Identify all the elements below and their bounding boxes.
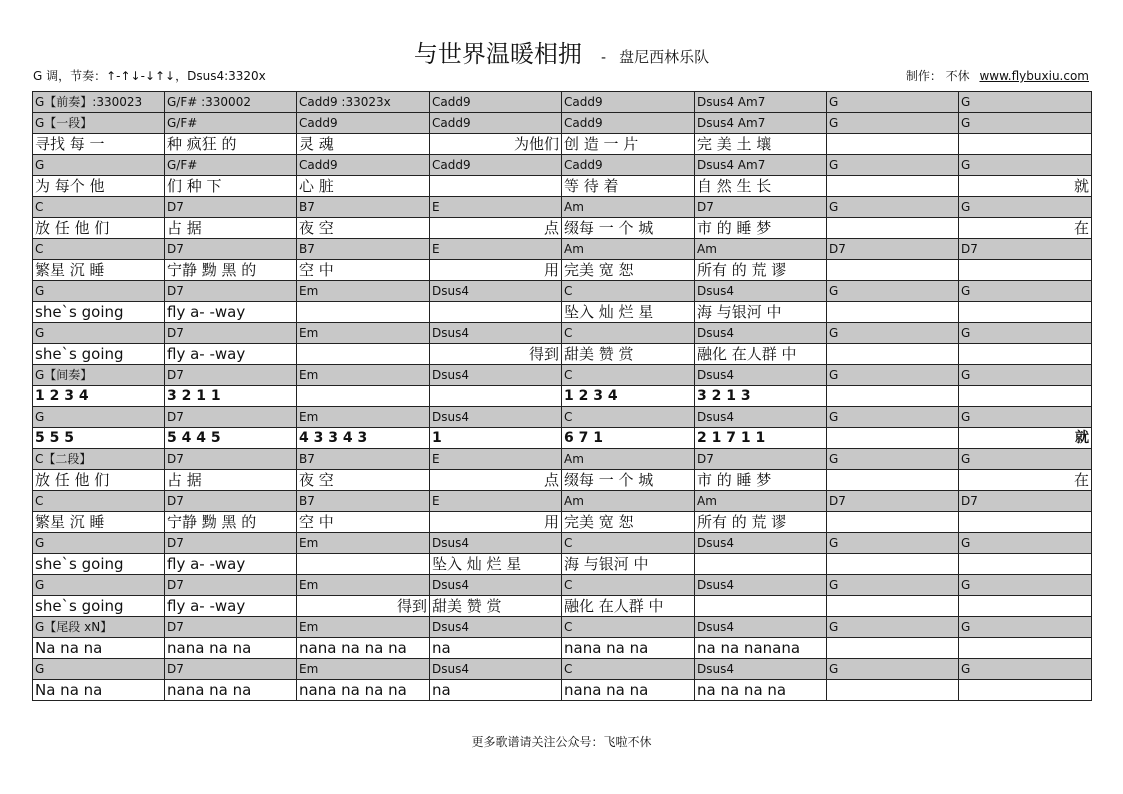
chord-cell: Dsus4 [430,659,562,680]
lyric-cell: 完美 宽 恕 [562,512,695,533]
lyric-cell: na [430,680,562,701]
chord-row [33,155,1092,176]
chord-cell: G [959,155,1092,176]
chord-sheet-table [32,91,1092,701]
lyric-cell: 宁静 黝 黑 的 [165,260,297,281]
lyric-row [33,512,1092,533]
chord-cell: Am [562,239,695,260]
chord-cell: G [827,92,959,113]
lyric-row [33,470,1092,491]
chord-cell: C [562,575,695,596]
chord-cell: Em [297,617,430,638]
lyric-cell: 得到 [430,344,562,365]
chord-cell: G [959,617,1092,638]
lyric-cell: nana na na [165,680,297,701]
lyric-cell [959,344,1092,365]
chord-cell: G [827,575,959,596]
melody-cell: 5 4 4 5 [165,428,297,449]
chord-cell: G [959,449,1092,470]
chord-cell: D7 [695,197,827,218]
chord-cell: D7 [165,617,297,638]
lyric-cell: 缀每 一 个 城 [562,218,695,239]
chord-cell: C [562,617,695,638]
chord-cell: Cadd9 [562,92,695,113]
chord-cell: G [959,533,1092,554]
chord-cell: C [33,197,165,218]
chord-cell: G/F# :330002 [165,92,297,113]
footer-note: 更多歌谱请关注公众号：飞啦不休 [471,735,652,749]
lyric-cell: nana na na na [297,638,430,659]
chord-cell: D7 [959,239,1092,260]
chord-cell: B7 [297,239,430,260]
lyric-cell: 缀每 一 个 城 [562,470,695,491]
lyric-cell [827,260,959,281]
chord-cell: D7 [165,365,297,386]
chord-cell: B7 [297,197,430,218]
lyric-cell: 用 [430,512,562,533]
chord-row [33,239,1092,260]
lyric-cell: 放 任 他 们 [33,470,165,491]
chord-cell: D7 [165,575,297,596]
lyric-cell: 点 [430,218,562,239]
lyric-cell: she`s going [33,596,165,617]
lyric-cell: 放 任 他 们 [33,218,165,239]
lyric-cell: 甜美 赞 赏 [562,344,695,365]
chord-cell: G [827,449,959,470]
lyric-cell: 种 疯狂 的 [165,134,297,155]
chord-cell: D7 [165,407,297,428]
lyric-cell: 创 造 一 片 [562,134,695,155]
chord-cell: Dsus4 Am7 [695,92,827,113]
chord-cell: Dsus4 [695,659,827,680]
lyric-cell: 海 与银河 中 [562,554,695,575]
chord-cell: Em [297,575,430,596]
lyric-row [33,344,1092,365]
chord-cell: G/F# [165,113,297,134]
chord-cell: G [33,155,165,176]
chord-cell: G [33,281,165,302]
chord-cell: G [33,407,165,428]
lyric-cell: 用 [430,260,562,281]
lyric-cell [827,302,959,323]
chord-row [33,407,1092,428]
lyric-cell: 为他们 [430,134,562,155]
lyric-cell [430,176,562,197]
chord-cell: Am [562,491,695,512]
melody-cell: 6 7 1 [562,428,695,449]
chord-cell: C [33,239,165,260]
chord-cell: Dsus4 [695,575,827,596]
chord-cell: G [959,92,1092,113]
chord-cell: Am [562,197,695,218]
chord-cell: G [959,575,1092,596]
chord-cell: Am [562,449,695,470]
chord-cell: G【一段】 [33,113,165,134]
lyric-cell: nana na na [562,638,695,659]
lyric-cell [297,344,430,365]
chord-cell: Dsus4 Am7 [695,155,827,176]
lyric-cell: 夜 空 [297,470,430,491]
lyric-row [33,302,1092,323]
lyric-cell: 得到 [297,596,430,617]
lyric-cell: 就 [959,176,1092,197]
chord-cell: C [562,659,695,680]
chord-cell: Dsus4 [695,617,827,638]
chord-cell: Cadd9 [562,155,695,176]
lyric-cell [827,470,959,491]
chord-cell: G [827,323,959,344]
chord-cell: Dsus4 [695,533,827,554]
lyric-cell: 在 [959,218,1092,239]
lyric-cell: nana na na [562,680,695,701]
chord-cell: G [959,281,1092,302]
chord-cell: G [827,365,959,386]
lyric-cell: 夜 空 [297,218,430,239]
chord-cell: C [562,533,695,554]
chord-cell: D7 [165,197,297,218]
lyric-cell: 为 每个 他 [33,176,165,197]
chord-cell: E [430,239,562,260]
chord-cell: Dsus4 [430,575,562,596]
chord-cell: D7 [695,449,827,470]
chord-cell: Dsus4 [430,533,562,554]
lyric-row [33,596,1092,617]
lyric-cell: she`s going [33,344,165,365]
song-title-block [0,34,1123,69]
chord-cell: D7 [827,239,959,260]
melody-cell [297,386,430,407]
lyric-cell: na [430,638,562,659]
melody-cell: 3 2 1 1 [165,386,297,407]
lyric-cell: 占 据 [165,470,297,491]
chord-cell: Em [297,323,430,344]
melody-cell: 1 2 3 4 [33,386,165,407]
melody-cell: 4 3 3 4 3 [297,428,430,449]
chord-cell: G [959,365,1092,386]
lyric-row [33,260,1092,281]
lyric-cell: 灵 魂 [297,134,430,155]
chord-cell: C【二段】 [33,449,165,470]
chord-cell: Em [297,659,430,680]
band-name: 盘尼西林乐队 [619,48,710,66]
chord-cell: G [33,659,165,680]
chord-cell: G [827,155,959,176]
song-title: 与世界温暖相拥 [413,40,582,68]
key-rhythm-info: G 调，节奏：↑-↑↓-↓↑↓，Dsus4:3320x [33,69,266,83]
lyric-cell: 融化 在人群 中 [695,344,827,365]
chord-cell: C [562,407,695,428]
lyric-cell [827,680,959,701]
chord-cell: Em [297,365,430,386]
chord-cell: D7 [165,323,297,344]
chord-cell: G [827,113,959,134]
lyric-cell: 坠入 灿 烂 星 [430,554,562,575]
chord-cell: Dsus4 [695,365,827,386]
lyric-cell: na na na na [695,680,827,701]
lyric-cell: 空 中 [297,512,430,533]
chord-cell: Cadd9 [430,113,562,134]
chord-cell: Em [297,533,430,554]
lyric-cell: 海 与银河 中 [695,302,827,323]
lyric-cell [959,512,1092,533]
lyric-cell [827,638,959,659]
lyric-row [33,218,1092,239]
chord-cell: G [827,617,959,638]
chord-cell: D7 [827,491,959,512]
chord-cell: G [33,323,165,344]
lyric-cell: fly a- -way [165,344,297,365]
chord-row [33,575,1092,596]
chord-cell: Cadd9 [430,92,562,113]
chord-cell: E [430,449,562,470]
lyric-cell: 们 种 下 [165,176,297,197]
lyric-cell [827,344,959,365]
lyric-cell: 空 中 [297,260,430,281]
lyric-cell [959,638,1092,659]
chord-cell: E [430,491,562,512]
lyric-cell [827,512,959,533]
lyric-cell: nana na na na [297,680,430,701]
title-separator: - [600,50,607,66]
chord-cell: C [562,281,695,302]
chord-row [33,92,1092,113]
chord-cell: D7 [165,659,297,680]
chord-row [33,281,1092,302]
melody-cell [827,428,959,449]
lyric-cell: 在 [959,470,1092,491]
melody-cell: 3 2 1 3 [695,386,827,407]
chord-cell: Cadd9 [562,113,695,134]
chord-cell: G [827,407,959,428]
chord-row [33,491,1092,512]
lyric-cell: 等 待 着 [562,176,695,197]
lyric-cell: 所有 的 荒 谬 [695,512,827,533]
chord-cell: D7 [165,239,297,260]
lyric-cell: she`s going [33,554,165,575]
chord-cell: Cadd9 [297,155,430,176]
lyric-cell: na na nanana [695,638,827,659]
chord-cell: Dsus4 [430,365,562,386]
author-label: 制作： 不休 [905,69,970,83]
melody-cell: 就 [959,428,1092,449]
lyric-cell: 市 的 睡 梦 [695,470,827,491]
chord-cell: Dsus4 [430,617,562,638]
chord-cell: D7 [165,449,297,470]
melody-number-row [33,428,1092,449]
chord-row [33,365,1092,386]
lyric-cell: 繁星 沉 睡 [33,260,165,281]
lyric-cell [695,554,827,575]
chord-row [33,323,1092,344]
lyric-cell: 市 的 睡 梦 [695,218,827,239]
lyric-cell: she`s going [33,302,165,323]
melody-cell [827,386,959,407]
chord-cell: G【间奏】 [33,365,165,386]
chord-cell: Dsus4 [695,281,827,302]
lyric-cell [959,260,1092,281]
chord-cell: Dsus4 [430,407,562,428]
lyric-cell: 寻找 每 一 [33,134,165,155]
lyric-cell: fly a- -way [165,554,297,575]
lyric-cell [827,554,959,575]
chord-cell: Dsus4 [695,407,827,428]
lyric-cell: 坠入 灿 烂 星 [562,302,695,323]
chord-cell: G [959,323,1092,344]
website-link[interactable]: www.flybuxiu.com [979,69,1089,83]
melody-cell: 5 5 5 [33,428,165,449]
chord-cell: Dsus4 [695,323,827,344]
author-info [906,67,1089,84]
chord-cell: D7 [165,491,297,512]
lyric-cell [297,554,430,575]
chord-cell: Cadd9 [430,155,562,176]
chord-cell: C [562,365,695,386]
melody-cell: 1 [430,428,562,449]
chord-cell: Am [695,239,827,260]
chord-cell: G [827,659,959,680]
lyric-cell [959,302,1092,323]
lyric-cell: Na na na [33,638,165,659]
lyric-cell: nana na na [165,638,297,659]
lyric-cell: 甜美 赞 赏 [430,596,562,617]
chord-cell: E [430,197,562,218]
chord-cell: D7 [959,491,1092,512]
lyric-cell: 完美 宽 恕 [562,260,695,281]
lyric-cell: 宁静 黝 黑 的 [165,512,297,533]
lyric-cell: fly a- -way [165,596,297,617]
chord-cell: G [33,575,165,596]
chord-cell: Cadd9 :33023x [297,92,430,113]
lyric-cell: fly a- -way [165,302,297,323]
lyric-cell [827,134,959,155]
lyric-cell: 心 脏 [297,176,430,197]
chord-cell: G [827,281,959,302]
lyric-row [33,176,1092,197]
chord-cell: C [562,323,695,344]
lyric-cell [827,176,959,197]
chord-cell: B7 [297,491,430,512]
lyric-row [33,554,1092,575]
chord-row [33,449,1092,470]
lyric-cell [959,554,1092,575]
chord-cell: D7 [165,281,297,302]
lyric-cell: Na na na [33,680,165,701]
chord-row [33,659,1092,680]
lyric-cell: 融化 在人群 中 [562,596,695,617]
chord-cell: G [959,197,1092,218]
chord-cell: Em [297,407,430,428]
chord-cell: B7 [297,449,430,470]
lyric-row [33,134,1092,155]
lyric-cell [827,218,959,239]
chord-row [33,533,1092,554]
lyric-cell: 占 据 [165,218,297,239]
melody-cell [959,386,1092,407]
melody-cell: 1 2 3 4 [562,386,695,407]
chord-cell: G【前奏】:330023 [33,92,165,113]
chord-cell: G/F# [165,155,297,176]
lyric-cell: 完 美 土 壤 [695,134,827,155]
lyric-cell: 所有 的 荒 谬 [695,260,827,281]
chord-cell: Am [695,491,827,512]
lyric-row [33,680,1092,701]
lyric-cell [959,134,1092,155]
lyric-cell [430,302,562,323]
chord-cell: G [959,407,1092,428]
melody-number-row [33,386,1092,407]
lyric-cell [959,596,1092,617]
melody-cell: 2 1 7 1 1 [695,428,827,449]
chord-row [33,113,1092,134]
lyric-cell: 点 [430,470,562,491]
lyric-cell: 繁星 沉 睡 [33,512,165,533]
chord-cell: Dsus4 [430,323,562,344]
lyric-row [33,638,1092,659]
chord-cell: G [827,197,959,218]
chord-row [33,617,1092,638]
melody-cell [430,386,562,407]
chord-cell: Em [297,281,430,302]
chord-row [33,197,1092,218]
lyric-cell: 自 然 生 长 [695,176,827,197]
chord-cell: C [33,491,165,512]
chord-cell: D7 [165,533,297,554]
lyric-cell [827,596,959,617]
chord-cell: Dsus4 Am7 [695,113,827,134]
chord-cell: G【尾段 xN】 [33,617,165,638]
lyric-cell [695,596,827,617]
chord-cell: G [33,533,165,554]
chord-cell: G [959,659,1092,680]
lyric-cell [297,302,430,323]
chord-cell: G [959,113,1092,134]
chord-cell: Dsus4 [430,281,562,302]
chord-cell: Cadd9 [297,113,430,134]
lyric-cell [959,680,1092,701]
chord-cell: G [827,533,959,554]
